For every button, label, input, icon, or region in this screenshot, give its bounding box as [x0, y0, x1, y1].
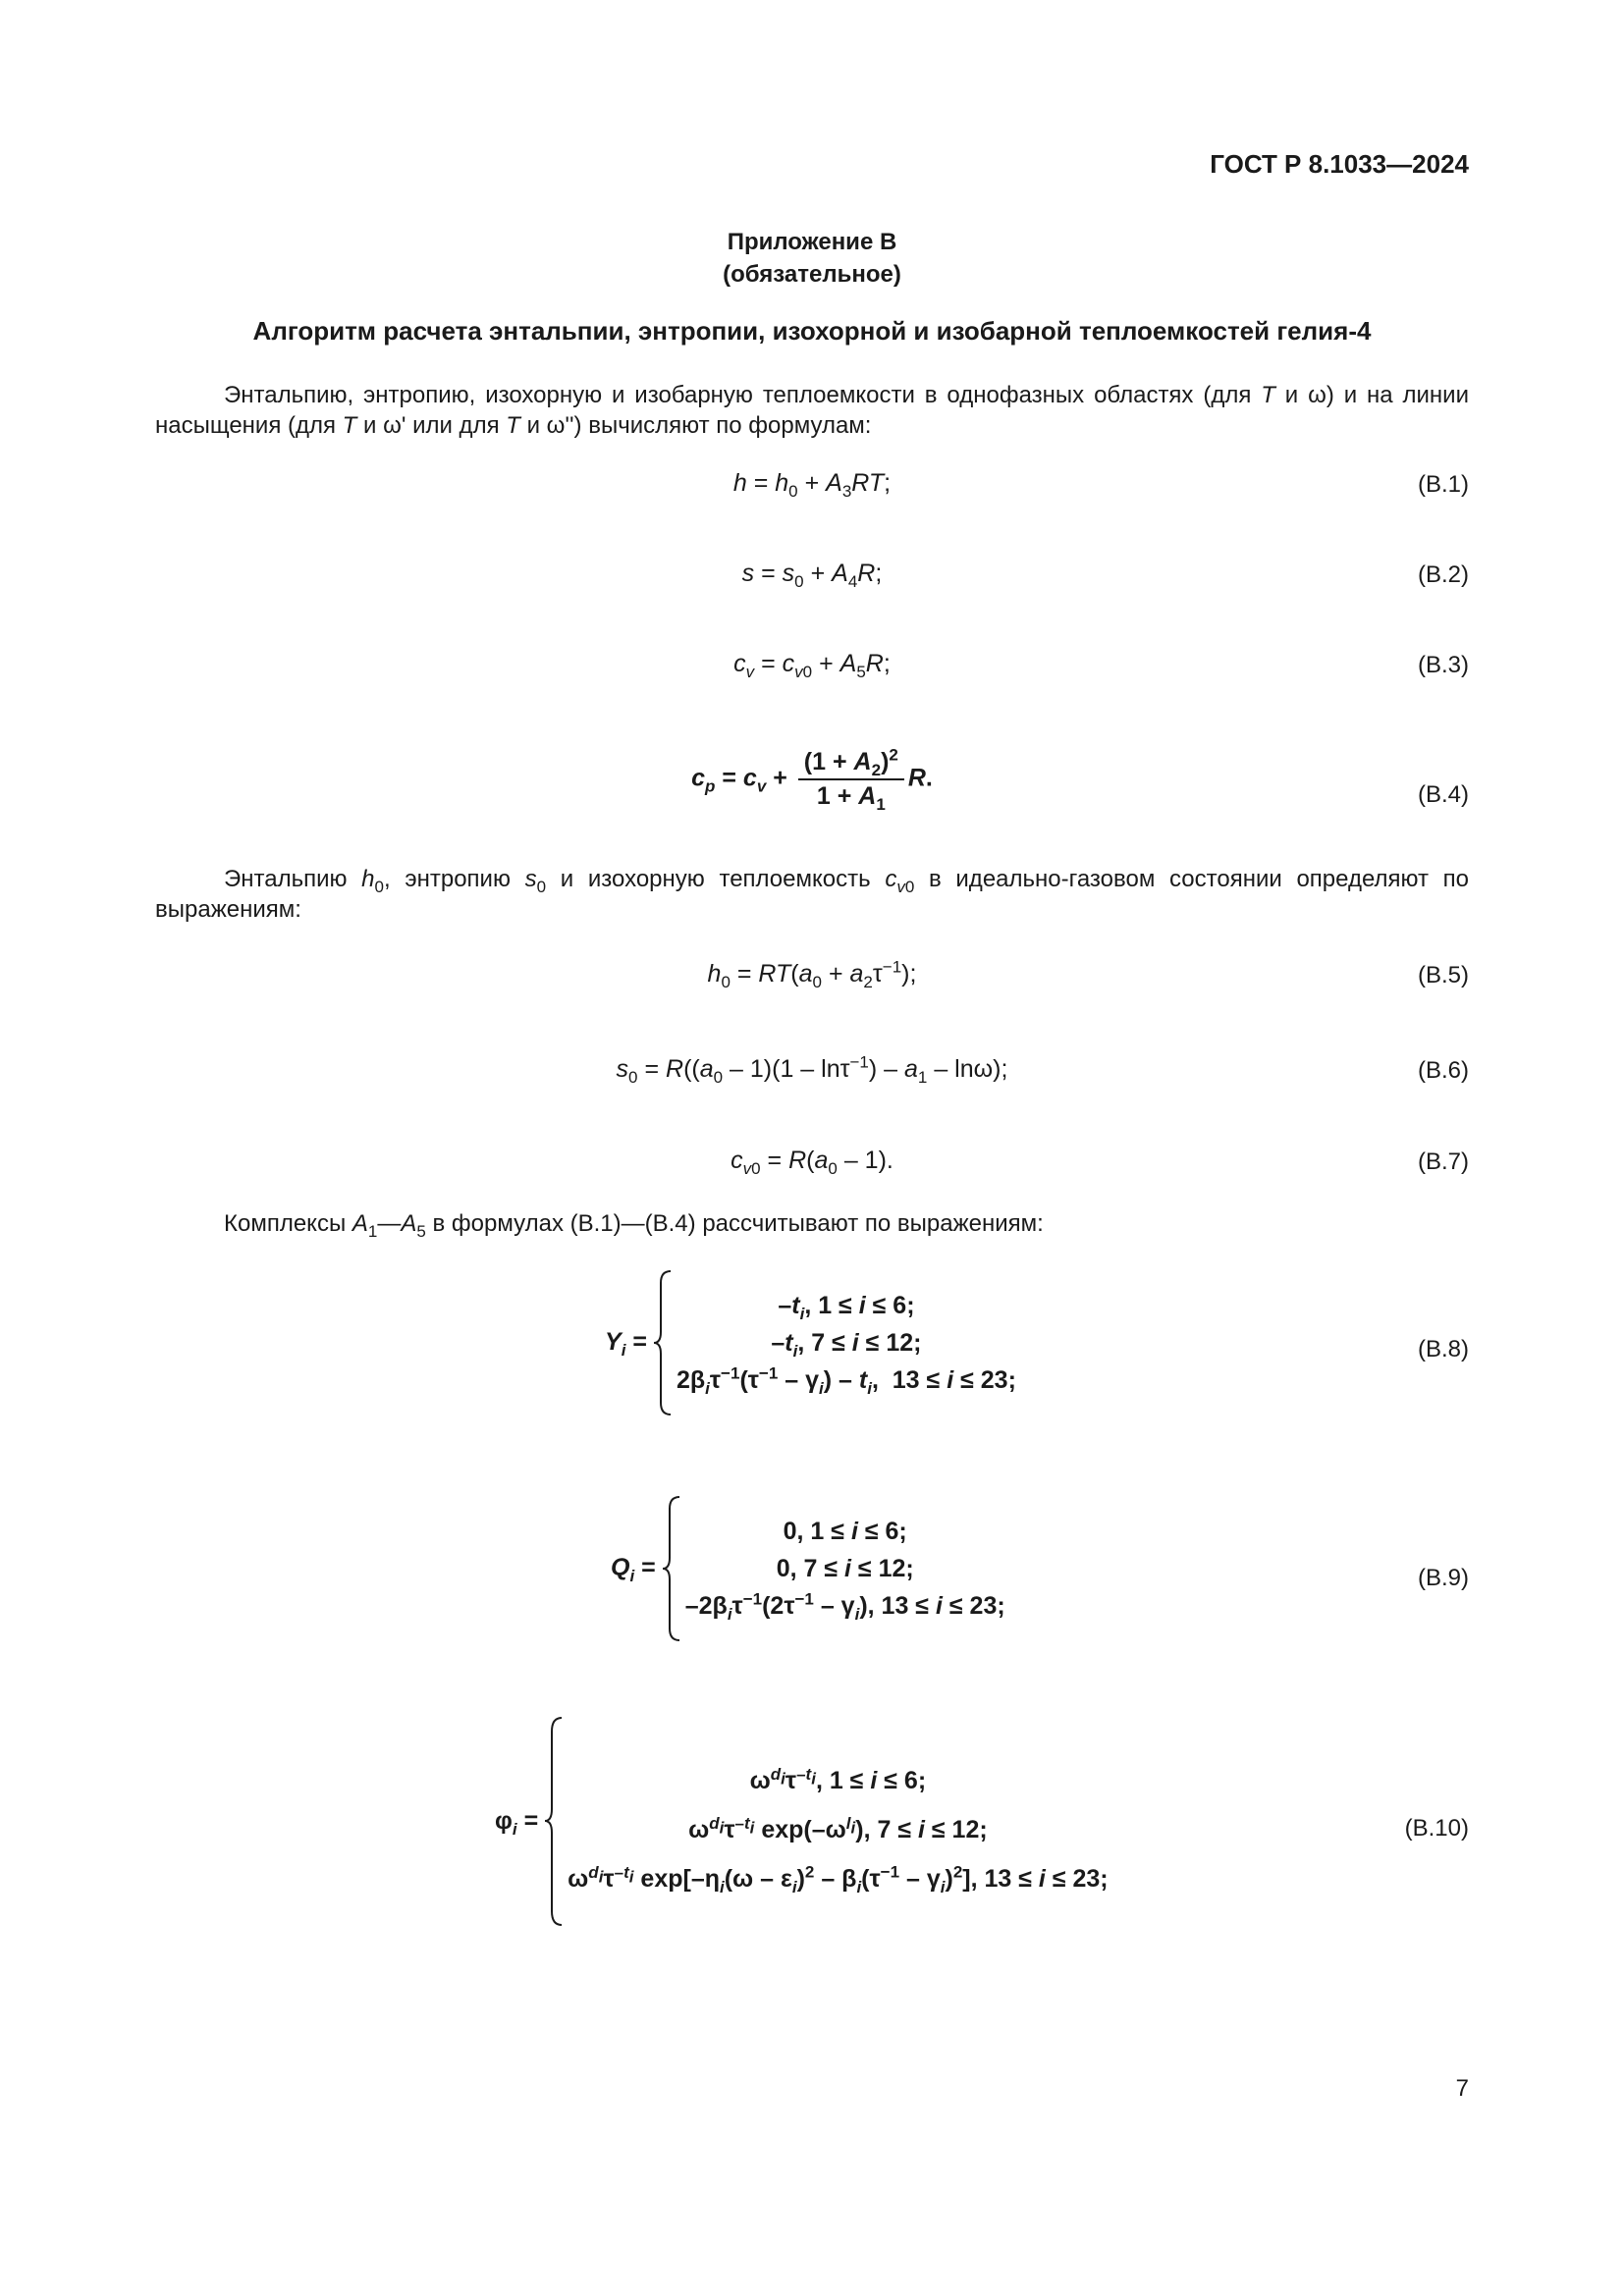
equation-number-b1: (В.1)	[1417, 471, 1469, 498]
equation-b3: $c_v = c_{v0} + A_5R$;	[733, 650, 891, 681]
equation-b6: $s_0 = R((a_0 - 1)(1 - \ln\tau^{-1}) - a_1 - \ln\omega)$;	[616, 1052, 1008, 1087]
equation-number-b4: (В.4)	[1417, 781, 1469, 808]
equation-b5: $h_0 = RT(a_0 + a_2\tau^{-1})$;	[707, 957, 917, 991]
equation-number-b5: (В.5)	[1417, 962, 1469, 988]
equation-number-b3: (В.3)	[1417, 652, 1469, 678]
appendix-heading	[0, 226, 1624, 291]
equation-b2: $s = s_0 + A_4R$;	[741, 560, 883, 591]
equation-b9: $Q_i$ = 0, 1 ≤ i ≤ 6; 0, 7 ≤ i ≤ 12; $-2\beta_i\tau^{-1}(2\tau^{-1} - \gamma_i)$, 13 ≤ i ≤ 23;	[611, 1492, 1005, 1644]
left-brace-icon	[662, 1495, 681, 1642]
equation-number-b10: (В.10)	[1404, 1815, 1469, 1842]
complexes-paragraph: Комплексы $A_1—A_5$ в формулах (В.1)—(В.4) рассчитывают по выражениям:	[224, 1210, 1044, 1241]
intro-paragraph: Энтальпию, энтропию, изохорную и изобарную теплоемкости в однофазных областях (для T и ω) и на линии насыщения (для T и ω' или для T и ω'') вычисляют по формулам:	[155, 382, 1469, 439]
appendix-label: Приложение В	[727, 229, 897, 255]
equation-b7: $c_{v0} = R(a_0 - 1)$.	[731, 1147, 893, 1178]
equation-b10: $\varphi_i$ = $\omega^{d_i}\tau^{-t_i}$, 1 ≤ i ≤ 6; $\omega^{d_i}\tau^{-t_i}$ $\exp(-\omega^{l_i})$, 7 ≤ i ≤ 12; $\omega^{d_i}\tau^{-t_i}$ $\exp[-\eta_i(\omega - \varepsilon_i)^2 - \beta_i(\tau^{-1} - \gamma_i)^2]$, 13 ≤ i ≤ 23;	[495, 1713, 1109, 1929]
equation-b8: $Y_i$ = $-t_i$, 1 ≤ i ≤ 6; $-t_i$, 7 ≤ i ≤ 12; $2\beta_i\tau^{-1}(\tau^{-1} - \gamma_i) - t_i$, 13 ≤ i ≤ 23;	[605, 1266, 1016, 1418]
appendix-status: (обязательное)	[723, 261, 901, 288]
equation-number-b9: (В.9)	[1417, 1565, 1469, 1591]
equation-b1: $h = h_0 + A_3RT$;	[732, 469, 892, 501]
equation-number-b8: (В.8)	[1417, 1336, 1469, 1362]
equation-number-b6: (В.6)	[1417, 1057, 1469, 1084]
left-brace-icon	[653, 1269, 673, 1416]
left-brace-icon	[544, 1716, 564, 1927]
equation-b4: $c_p = c_v$ + $\frac{(1 + A_2)^2}{1 + A_1}$ R.	[691, 745, 933, 814]
equation-number-b2: (В.2)	[1417, 561, 1469, 588]
ideal-gas-paragraph: Энтальпию $h_0$, энтропию $s_0$ и изохорную теплоемкость $c_{v0}$ в идеально-газовом состоянии определяют по выражениям:	[155, 866, 1470, 923]
equation-number-b7: (В.7)	[1417, 1148, 1469, 1175]
page-number: 7	[1455, 2075, 1469, 2102]
document-id: ГОСТ Р 8.1033—2024	[1210, 149, 1469, 179]
section-title: Алгоритм расчета энтальпии, энтропии, изохорной и изобарной теплоемкостей гелия-4	[252, 316, 1372, 346]
